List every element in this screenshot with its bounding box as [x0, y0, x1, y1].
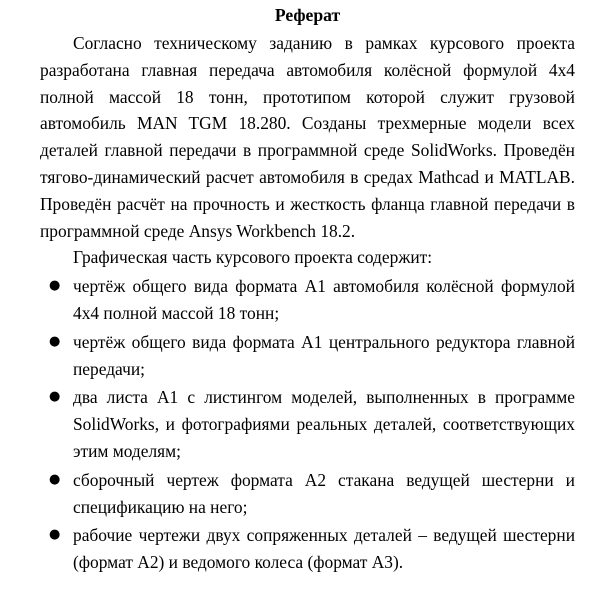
graphics-list-intro: Графическая часть курсового проекта содержит:	[73, 247, 433, 268]
list-item-text: рабочие чертежи двух сопряженных деталей – ведущей шестерни (формат А2) и ведомого колеса (формат А3).	[73, 525, 575, 573]
list-item	[40, 273, 575, 327]
list-item	[40, 384, 575, 464]
bullet-icon: ●	[49, 471, 61, 487]
list-item	[40, 467, 575, 521]
list-item-text: два листа А1 с листингом моделей, выполненных в программе SolidWorks, и фотографиями реальных деталей, соответствующих этим моделям;	[73, 387, 575, 461]
document-title: Реферат	[274, 5, 341, 25]
list-item-text: сборочный чертеж формата А2 стакана ведущей шестерни и спецификацию на него;	[73, 469, 575, 517]
document-page	[40, 2, 575, 576]
bullet-icon: ●	[49, 389, 61, 405]
list-item	[40, 522, 575, 576]
bullet-icon: ●	[49, 278, 61, 294]
list-item-text: чертёж общего вида формата А1 автомобиля колёсной формулой 4х4 полной массой 18 тонн;	[73, 276, 575, 323]
bullet-icon: ●	[49, 527, 61, 543]
list-item	[40, 329, 575, 383]
summary-paragraph: Согласно техническому заданию в рамках курсового проекта разработана главная передача автомобиля колёсной формулой 4х4 полной массой 18 тонн, прототипом которой служит грузовой автомобиль MAN TGM 18.280. Созданы трехмерные модели всех деталей главной передачи в программной среде SolidWorks. Проведён тягово-динамический расчет автомобиля в средах Mathcad и MATLAB. Проведён расчёт на прочность и жесткость фланца главной передачи в программной среде Ansys Workbench 18.2.	[40, 33, 575, 241]
graphics-list	[40, 273, 575, 576]
list-item-text: чертёж общего вида формата А1 центрального редуктора главной передачи;	[73, 331, 575, 379]
bullet-icon: ●	[49, 333, 61, 349]
